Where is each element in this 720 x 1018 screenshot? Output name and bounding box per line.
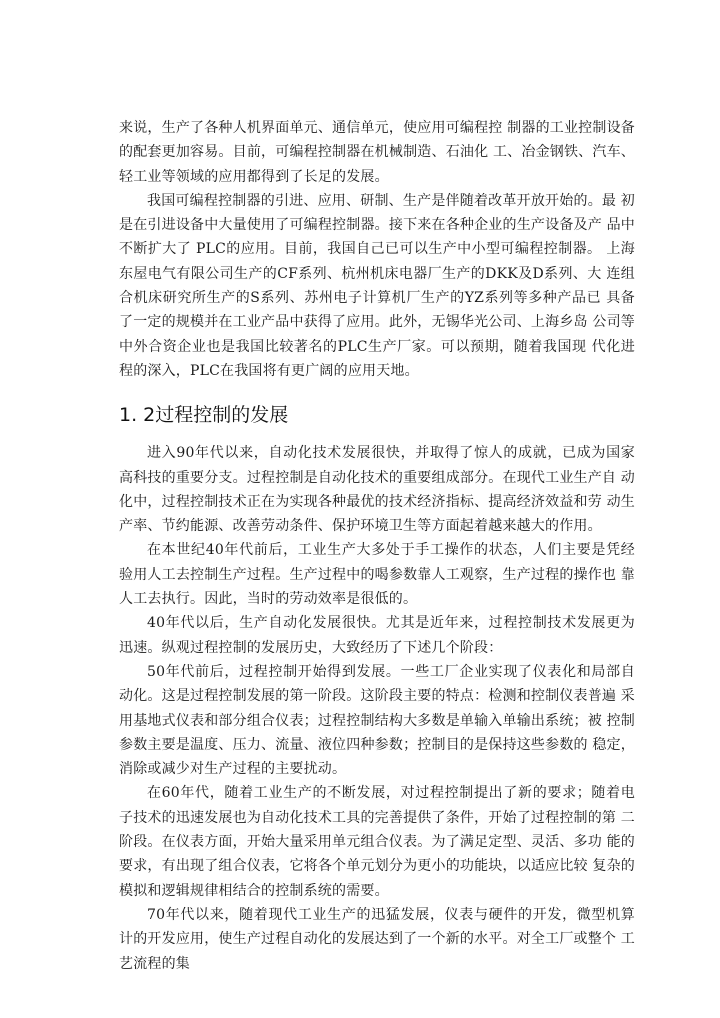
- page-content: [119, 116, 635, 976]
- paragraph-60s: 在60年代，随着工业生产的不断发展，对过程控制提出了新的要求；随着电 子技术的迅速发展也为自动化技术工具的完善提供了条件，开始了过程控制的第 二阶段。在仪表方面，开始大量采用单元组合仪表。为了满足定型、灵活、多功 能的要求，有出现了组合仪表，它将各个单元划分为更小的功能块，以适应比较 复杂的模拟和逻辑规律相结合的控制系统的需要。: [119, 785, 635, 899]
- paragraph-china-plc: 我国可编程控制器的引进、应用、研制、生产是伴随着改革开放开始的。最 初是在引进设备中大量使用了可编程控制器。接下来在各种企业的生产设备及产 品中不断扩大了 PLC的应用。目前，我国自己已可以生产中小型可编程控制器。 上海东屋电气有限公司生产的CF系列、杭州机床电器厂生产的DKK及D系列、大 连组合机床研究所生产的S系列、苏州电子计算机厂生产的YZ系列等多种产品已 具备了一定的规模并在工业产品中获得了应用。此外，无锡华光公司、上海乡岛 公司等中外合资企业也是我国比较著名的PLC生产厂家。可以预期，随着我国现 代化进程的深入，PLC在我国将有更广阔的应用天地。: [119, 192, 635, 379]
- paragraph-continued: 来说，生产了各种人机界面单元、通信单元，使应用可编程控 制器的工业控制设备的配套更加容易。目前，可编程控制器在机械制造、石油化 工、冶金钢铁、汽车、轻工业等领域的应用都得到了长足的发展。: [119, 120, 635, 185]
- paragraph-50s: 50年代前后，过程控制开始得到发展。一些工厂企业实现了仪表化和局部自 动化。这是过程控制发展的第一阶段。这阶段主要的特点：检测和控制仪表普遍 采用基地式仪表和部分组合仪表；过程控制结构大多数是单输入单输出系统；被 控制参数主要是温度、压力、流量、液位四种参数；控制目的是保持这些参数的 稳定，消除或减少对生产过程的主要扰动。: [119, 663, 635, 778]
- paragraph-90s: 进入90年代以来，自动化技术发展很快，并取得了惊人的成就，已成为国家 高科技的重要分支。过程控制是自动化技术的重要组成部分。在现代工业生产自 动化中，过程控制技术正在为实现各种最优的技术经济指标、提高经济效益和劳 动生产率、节约能源、改善劳动条件、保护环境卫生等方面起着越来越大的作用。: [119, 445, 635, 535]
- paragraph-70s: 70年代以来，随着现代工业生产的迅猛发展，仪表与硬件的开发，微型机算 计的开发应用，使生产过程自动化的发展达到了一个新的水平。对全工厂或整个 工艺流程的集: [119, 906, 635, 972]
- section-heading: 1. 2过程控制的发展: [119, 404, 289, 427]
- paragraph-40s-before: 在本世纪40年代前后，工业生产大多处于手工操作的状态，人们主要是凭经 验用人工去控制生产过程。生产过程中的喝参数靠人工观察，生产过程的操作也 靠人工去执行。因此，当时的劳动效率是很低的。: [119, 542, 635, 608]
- paragraph-40s-after: 40年代以后，生产自动化发展很快。尤其是近年来，过程控制技术发展更为 迅速。纵观过程控制的发展历史，大致经历了下述几个阶段：: [119, 615, 635, 656]
